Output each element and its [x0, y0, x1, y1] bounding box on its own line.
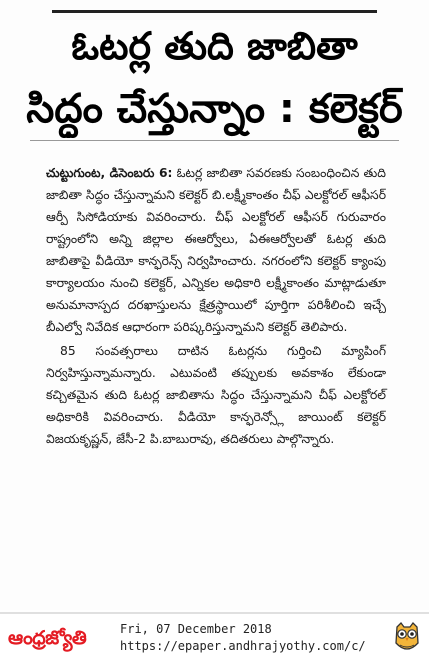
- headline-divider: [30, 140, 399, 141]
- footer-meta: [120, 621, 390, 655]
- headline-rule: [52, 10, 377, 13]
- dateline: చుట్టుగుంట, డిసెంబరు 6:: [46, 166, 173, 180]
- source-url[interactable]: https://epaper.andhrajyothy.com/c/: [120, 639, 366, 653]
- article-body: [46, 162, 386, 450]
- andhrajyothy-logo[interactable]: ఆంధ్రజ్యోతి: [8, 627, 87, 649]
- paragraph-1: [46, 162, 386, 338]
- paragraph-1-text: ఓటర్ల జాబితా సవరణకు సంబంధించిన తుది జాబితా సిద్ధం చేస్తున్నామని కలెక్టర్ బి.లక్ష్మీకాంతం చీఫ్ ఎలక్టోరల్ ఆఫీసర్ ఆర్పీ సిసోడియాకు వివరించారు. చీఫ్ ఎలక్టోరల్ ఆఫీసర్ గురువారం రాష్ట్రంలోని అన్ని జిల్లాల ఈఆర్వోలు, ఏఈఆర్వోలతో ఓటర్ల తుది జాబితాపై వీడియో కాన్ఫరెన్స్ నిర్వహించారు. నగరంలోని కలెక్టర్ క్యాంపు కార్యాలయం నుంచి కలెక్టర్, ఎన్నికల అధికారి లక్ష్మీకాంతం మాట్లాడుతూ అనుమానాస్పద దరఖాస్తులను క్షేత్రస్థాయిలో పూర్తిగా పరిశీలించి ఇచ్చే బీఎల్వో నివేదిక ఆధారంగా పరిష్కరిస్తున్నామని కలెక్టర్ తెలిపారు.: [46, 166, 386, 334]
- epaper-footer: [0, 612, 429, 660]
- headline-line-1: ఓటర్ల తుది జాబితా: [71, 24, 358, 68]
- headline-line-2: సిద్ధం చేస్తున్నాం : కలెక్టర్: [26, 86, 403, 132]
- publish-date: Fri, 07 December 2018: [120, 622, 272, 636]
- paragraph-2: 85 సంవత్సరాలు దాటిన ఓటర్లను గుర్తించి మ్యాపింగ్ నిర్వహిస్తున్నామన్నారు. ఎటువంటి తప్పులకు అవకాశం లేకుండా కచ్చితమైన తుది ఓటర్ల జాబితాను సిద్ధం చేస్తున్నామని చీఫ్ ఎలక్టోరల్ అధికారికి వివరించారు. వీడియో కాన్ఫరెన్స్లో జాయింట్ కలెక్టర్ విజయకృష్ణన్, జేసీ-2 పి.బాబురావు, తదితరులు పాల్గొన్నారు.: [46, 344, 386, 446]
- owl-icon: [391, 621, 423, 655]
